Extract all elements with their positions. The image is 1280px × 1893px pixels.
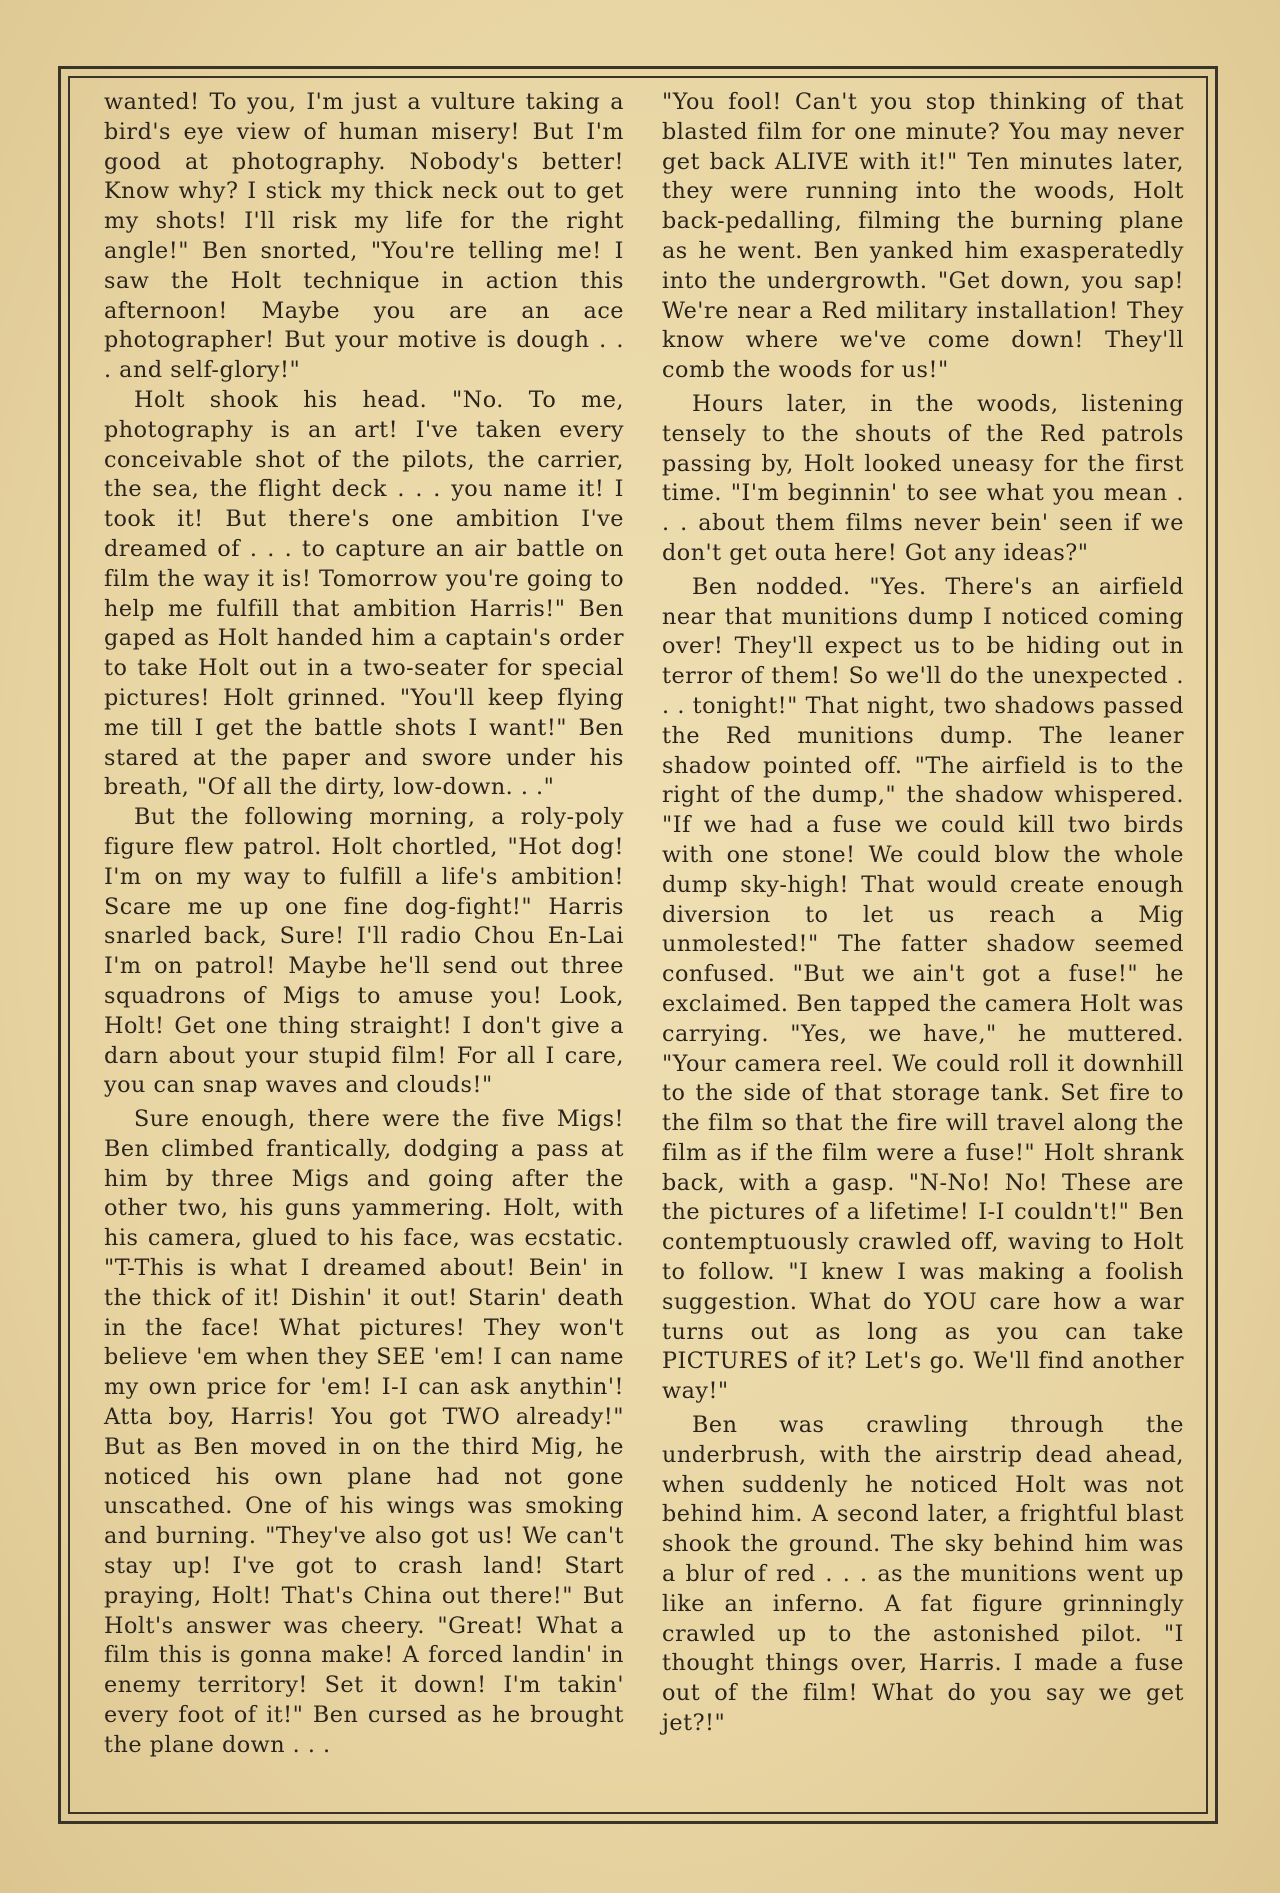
story-paragraph: Sure enough, there were the five Migs! Ben climbed frantically, dodging a pass at him by three Migs and going after the other two, his guns yammering. Holt, with his camera, glued to his face, was ecstatic. "T-This is what I dreamed about! Bein' in the thick of it! Dishin' it out! Starin' death in the face! What pictures! They won't believe 'em when they SEE 'em! I can name my own price for 'em! I-I can ask anythin'! Atta boy, Harris! You got TWO already!" But as Ben moved in on the third Mig, he noticed his own plane had not gone unscathed. One of his wings was smoking and burning. "They've also got us! We can't stay up! I've got to crash land! Start praying, Holt! That's China out there!" But Holt's answer was cheery. "Great! What a film this is gonna make! A forced landin' in enemy territory! Set it down! I'm takin' every foot of it!" Ben cursed as he brought the plane down . . .	[104, 1106, 624, 1758]
right-text-column	[662, 88, 1184, 1739]
story-paragraph: "You fool! Can't you stop thinking of that blasted film for one minute? You may never get back ALIVE with it!" Ten minutes later, they were running into the woods, Holt back-pedalling, filming the burning plane as he went. Ben yanked him exasperatedly into the undergrowth. "Get down, you sap! We're near a Red military installation! They know where we've come down! They'll comb the woods for us!"	[662, 89, 1184, 384]
left-text-column	[104, 88, 624, 1761]
story-paragraph: Holt shook his head. "No. To me, photography is an art! I've taken every conceivable shot of the pilots, the carrier, the sea, the flight deck . . . you name it! I took it! But there's one ambition I've dreamed of . . . to capture an air battle on film the way it is! Tomorrow you're going to help me fulfill that ambition Harris!" Ben gaped as Holt handed him a captain's order to take Holt out in a two-seater for special pictures! Holt grinned. "You'll keep flying me till I get the battle shots I want!" Ben stared at the paper and swore under his breath, "Of all the dirty, low-down. . ."	[104, 386, 624, 801]
story-paragraph: Hours later, in the woods, listening tensely to the shouts of the Red patrols passing by, Holt looked uneasy for the first time. "I'm beginnin' to see what you mean . . . about them films never bein' seen if we don't get outa here! Got any ideas?"	[662, 390, 1184, 566]
story-paragraph: But the following morning, a roly-poly figure flew patrol. Holt chortled, "Hot dog! I'm on my way to fulfill a life's ambition! Scare me up one fine dog-fight!" Harris snarled back, Sure! I'll radio Chou En-Lai I'm on patrol! Maybe he'll send out three squadrons of Migs to amuse you! Look, Holt! Get one thing straight! I don't give a darn about your stupid film! For all I care, you can snap waves and clouds!"	[104, 804, 624, 1099]
story-paragraph: wanted! To you, I'm just a vulture taking a bird's eye view of human misery! But I'm good at photography. Nobody's better! Know why? I stick my thick neck out to get my shots! I'll risk my life for the right angle!" Ben snorted, "You're telling me! I saw the Holt technique in action this afternoon! Maybe you are an ace photographer! But your motive is dough . . . and self-glory!"	[104, 89, 624, 384]
story-paragraph: Ben was crawling through the underbrush, with the airstrip dead ahead, when suddenly he noticed Holt was not behind him. A second later, a frightful blast shook the ground. The sky behind him was a blur of red . . . as the munitions went up like an inferno. A fat figure grinningly crawled up to the astonished pilot. "I thought things over, Harris. I made a fuse out of the film! What do you say we get jet?!"	[662, 1412, 1184, 1737]
story-paragraph: Ben nodded. "Yes. There's an airfield near that munitions dump I noticed coming over! They'll expect us to be hiding out in terror of them! So we'll do the unexpected . . . tonight!" That night, two shadows passed the Red munitions dump. The leaner shadow pointed off. "The airfield is to the right of the dump," the shadow whispered. "If we had a fuse we could kill two birds with one stone! We could blow the whole dump sky-high! That would create enough diversion to let us reach a Mig unmolested!" The fatter shadow seemed confused. "But we ain't got a fuse!" he exclaimed. Ben tapped the camera Holt was carrying. "Yes, we have," he muttered. "Your camera reel. We could roll it downhill to the side of that storage tank. Set fire to the film so that the fire will travel along the film as if the film were a fuse!" Holt shrank back, with a gasp. "N-No! No! These are the pictures of a lifetime! I-I couldn't!" Ben contemptuously crawled off, waving to Holt to follow. "I knew I was making a foolish suggestion. What do YOU care how a war turns out as long as you can take PICTURES of it? Let's go. We'll find another way!"	[662, 573, 1184, 1405]
